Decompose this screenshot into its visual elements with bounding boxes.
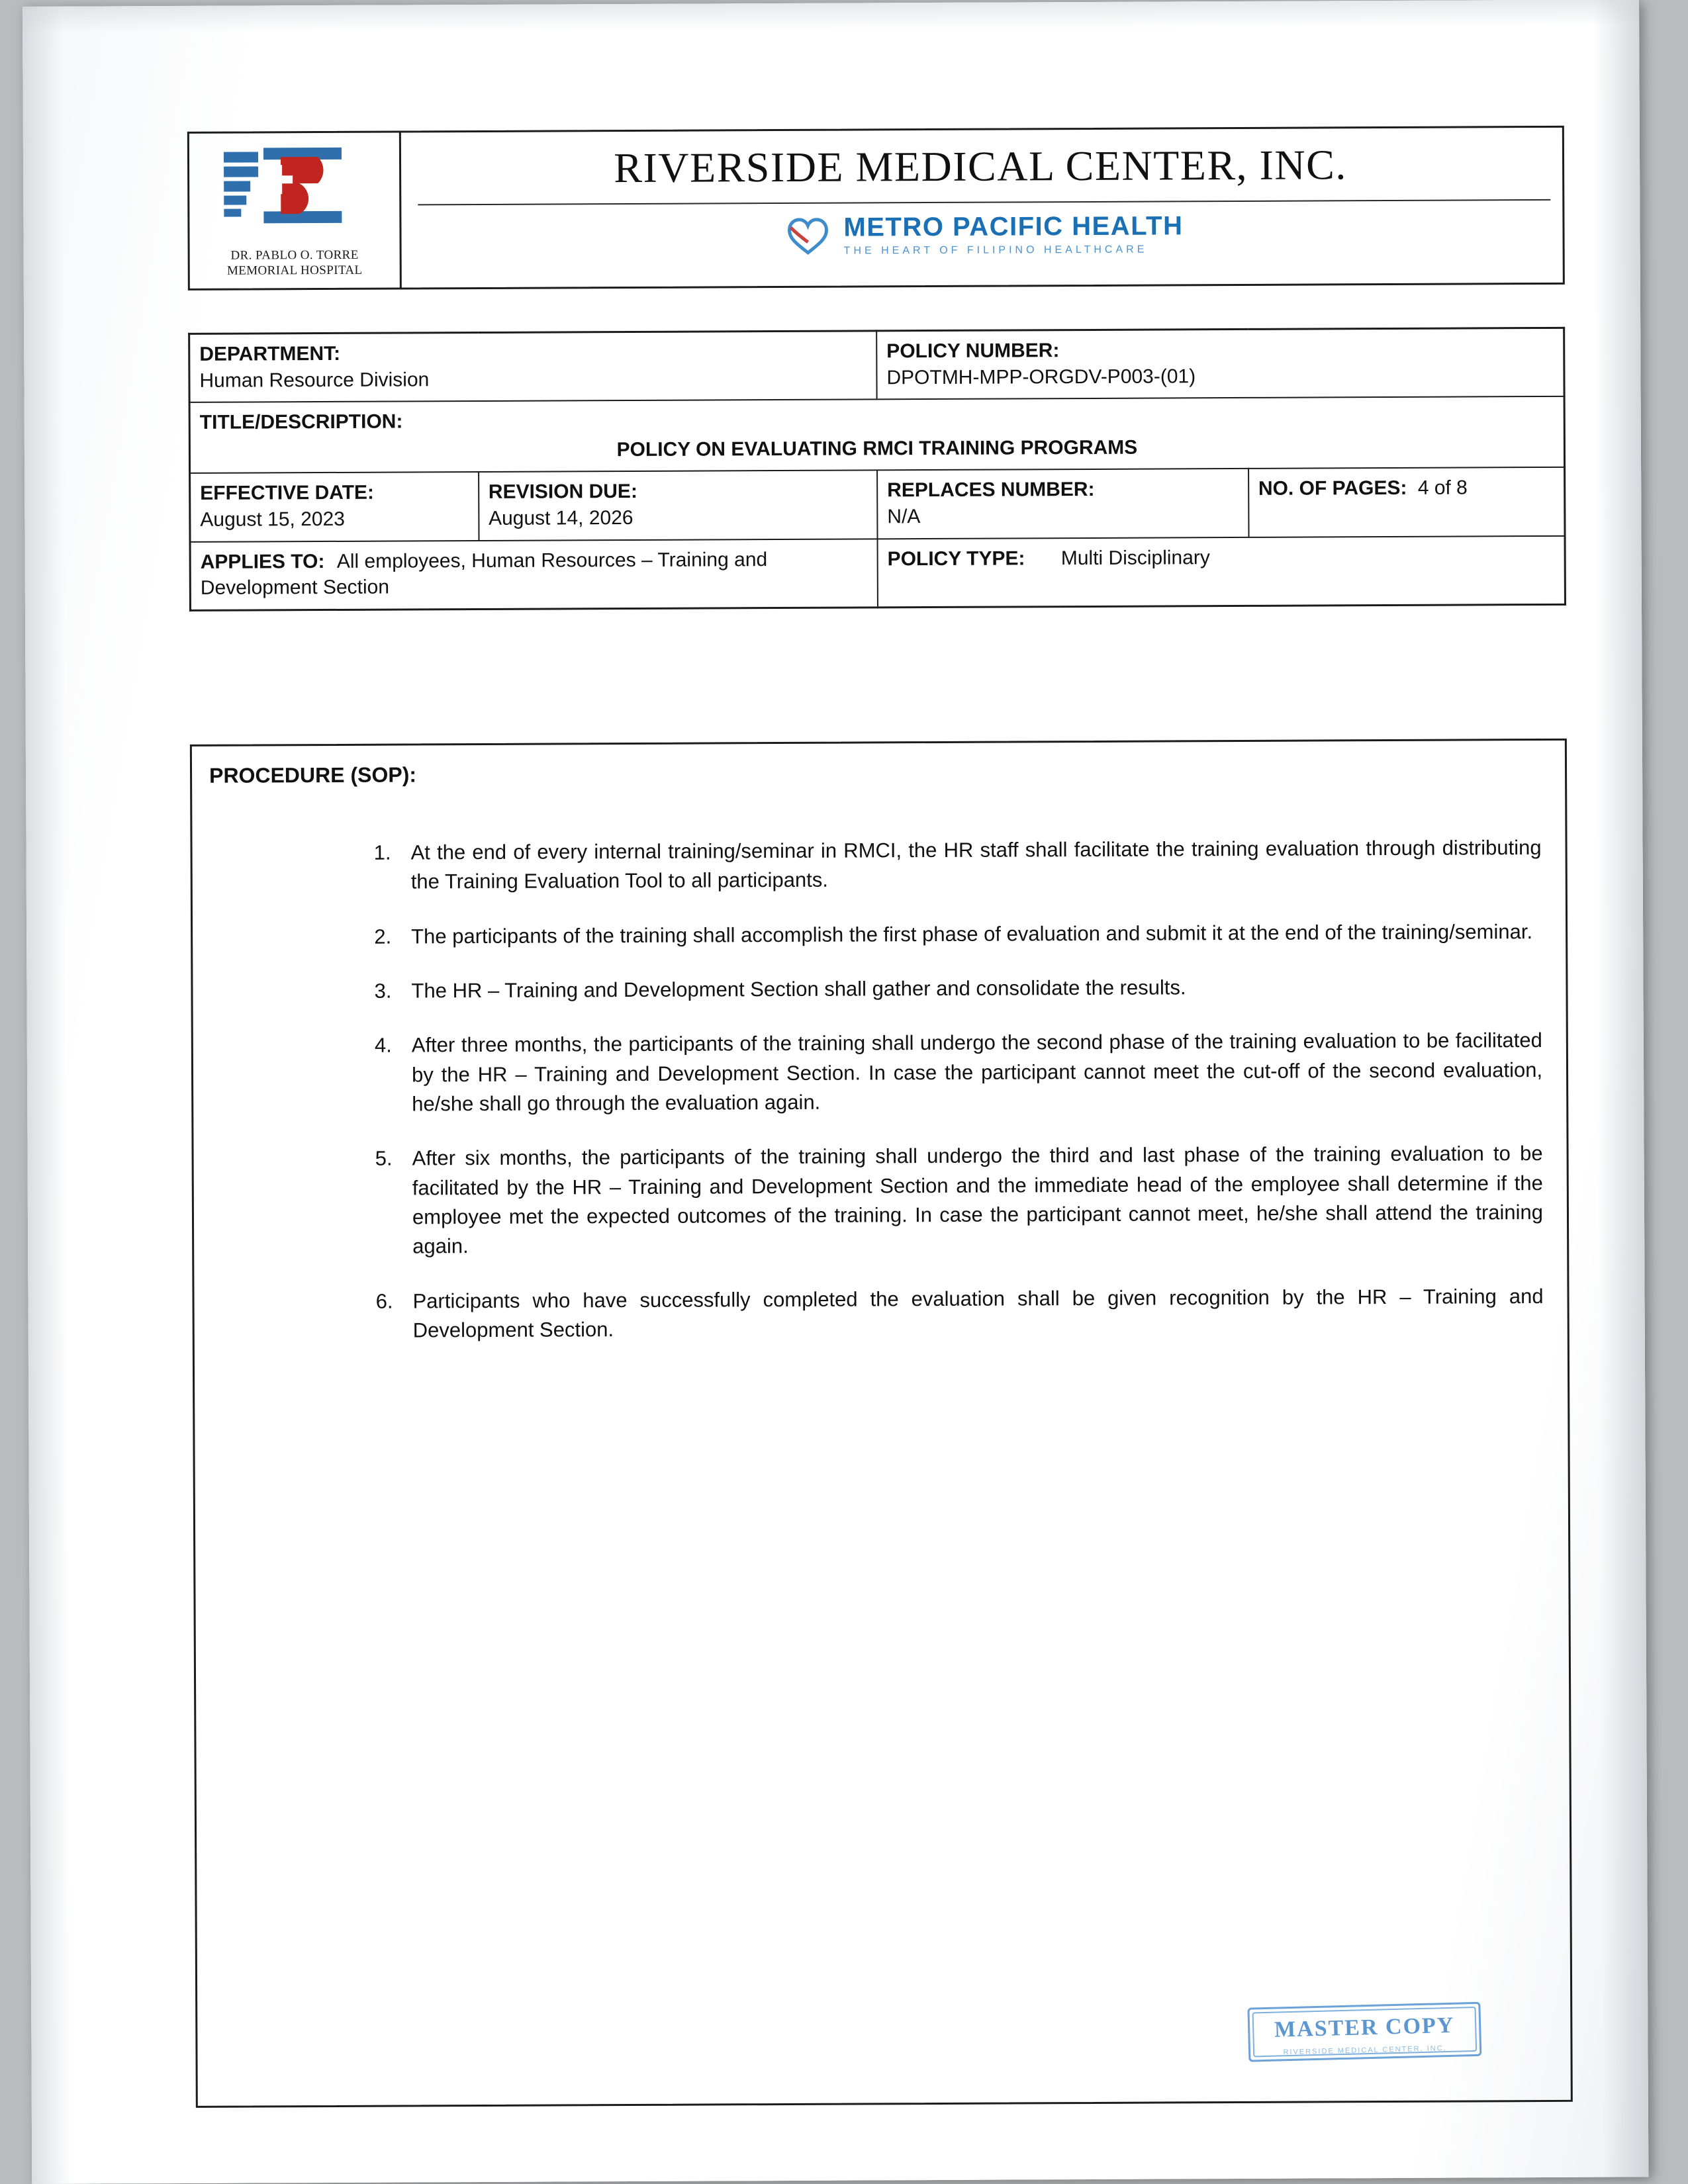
applies-to-cell (190, 539, 878, 610)
table-row (190, 467, 1565, 541)
step-text: After six months, the participants of the training shall undergo the third and last phase of the training evaluation to be facilitated by the HR – Training and Development Section and the immediate head of the employee shall determine if the employee met the expected outcomes of the training. In case the participant cannot meet, he/she shall attend the training again. (412, 1142, 1544, 1258)
list-item (375, 1282, 1544, 1345)
scan-edge-top (23, 0, 1639, 33)
header-divider (418, 199, 1550, 205)
step-number: 2. (374, 925, 392, 948)
procedure-body-box (190, 739, 1573, 2108)
document-header (187, 126, 1565, 291)
scan-edge-right (1593, 0, 1648, 2177)
pages-value: 4 of 8 (1417, 477, 1468, 500)
policy-number-label: POLICY NUMBER: (886, 340, 1060, 363)
list-item (374, 1026, 1543, 1118)
pages-cell (1248, 467, 1565, 537)
step-number: 6. (375, 1289, 393, 1313)
revision-due-value: August 14, 2026 (488, 506, 633, 529)
logo-caption-line2: MEMORIAL HOSPITAL (226, 263, 363, 278)
riverside-logo-icon (220, 145, 346, 232)
organization-title: RIVERSIDE MEDICAL CENTER, INC. (614, 141, 1347, 192)
step-number: 1. (373, 841, 391, 864)
department-cell (189, 331, 877, 402)
procedure-step-list (232, 833, 1543, 1371)
stamp-subtext: RIVERSIDE MEDICAL CENTER, INC. (1283, 2044, 1447, 2057)
department-label: DEPARTMENT: (199, 342, 341, 365)
page-surface (23, 0, 1648, 2184)
partner-brand-name: METRO PACIFIC HEALTH (843, 211, 1184, 242)
policy-type-value: Multi Disciplinary (1060, 546, 1210, 569)
policy-type-label: POLICY TYPE: (887, 547, 1025, 570)
section-heading: PROCEDURE (SOP): (209, 762, 417, 788)
hospital-logo-cell (189, 133, 402, 289)
logo-caption-line1: DR. PABLO O. TORRE (230, 248, 359, 263)
master-copy-stamp (1247, 2002, 1481, 2062)
list-item (374, 972, 1542, 1006)
effective-date-value: August 15, 2023 (200, 508, 345, 531)
step-text: Participants who have successfully completed the evaluation shall be given recognition by the HR – Training and Development Section. (412, 1284, 1544, 1342)
policy-number-value: DPOTMH-MPP-ORGDV-P003-(01) (886, 365, 1196, 388)
step-number: 4. (374, 1033, 392, 1058)
scan-edge-left (23, 7, 71, 2184)
replaces-number-label: REPLACES NUMBER: (887, 478, 1095, 502)
step-text: The HR – Training and Development Section shall gather and consolidate the results. (411, 976, 1186, 1003)
step-text: After three months, the participants of the training shall undergo the second phase of the training evaluation to be facilitated by the HR – Training and Development Section. In case the participant cannot meet the cut-off of the second evaluation, he/she shall go through the evaluation again. (411, 1028, 1543, 1116)
partner-brand-block (418, 211, 1550, 259)
title-value: POLICY ON EVALUATING RMCI TRAINING PROGRAMS (616, 436, 1138, 461)
applies-to-label: APPLIES TO: (200, 550, 325, 573)
revision-due-label: REVISION DUE: (488, 480, 637, 504)
table-row (189, 328, 1564, 402)
list-item (374, 917, 1542, 952)
title-cell (189, 396, 1564, 473)
table-row (190, 535, 1565, 610)
policy-type-cell (878, 535, 1566, 607)
step-text: At the end of every internal training/seminar in RMCI, the HR staff shall facilitate the training evaluation through distributing the Training Evaluation Tool to all participants. (410, 836, 1542, 893)
scanned-document-page (23, 0, 1648, 2184)
stamp-text: MASTER COPY (1274, 2013, 1455, 2042)
logo-caption (190, 247, 400, 279)
policy-number-cell (876, 328, 1564, 399)
step-number: 5. (375, 1146, 393, 1170)
replaces-number-value: N/A (887, 506, 921, 528)
table-row (189, 396, 1564, 473)
step-text: The participants of the training shall accomplish the first phase of evaluation and submit it at the end of the training/seminar. (411, 919, 1533, 948)
step-number: 3. (374, 979, 392, 1003)
effective-date-label: EFFECTIVE DATE: (200, 482, 375, 505)
revision-due-cell (479, 471, 878, 541)
partner-brand-text (843, 212, 1183, 257)
policy-info-table (188, 327, 1566, 612)
title-label: TITLE/DESCRIPTION: (199, 410, 403, 434)
list-item (373, 833, 1542, 897)
effective-date-cell (190, 472, 479, 541)
heart-icon (785, 215, 831, 256)
list-item (375, 1139, 1544, 1261)
department-value: Human Resource Division (199, 368, 430, 392)
applies-to-value: All employees, Human Resources – Training and Development Section (200, 548, 768, 599)
pages-label: NO. OF PAGES: (1258, 477, 1407, 500)
partner-brand-tagline: THE HEART OF FILIPINO HEALTHCARE (843, 244, 1148, 257)
replaces-number-cell (877, 469, 1248, 539)
